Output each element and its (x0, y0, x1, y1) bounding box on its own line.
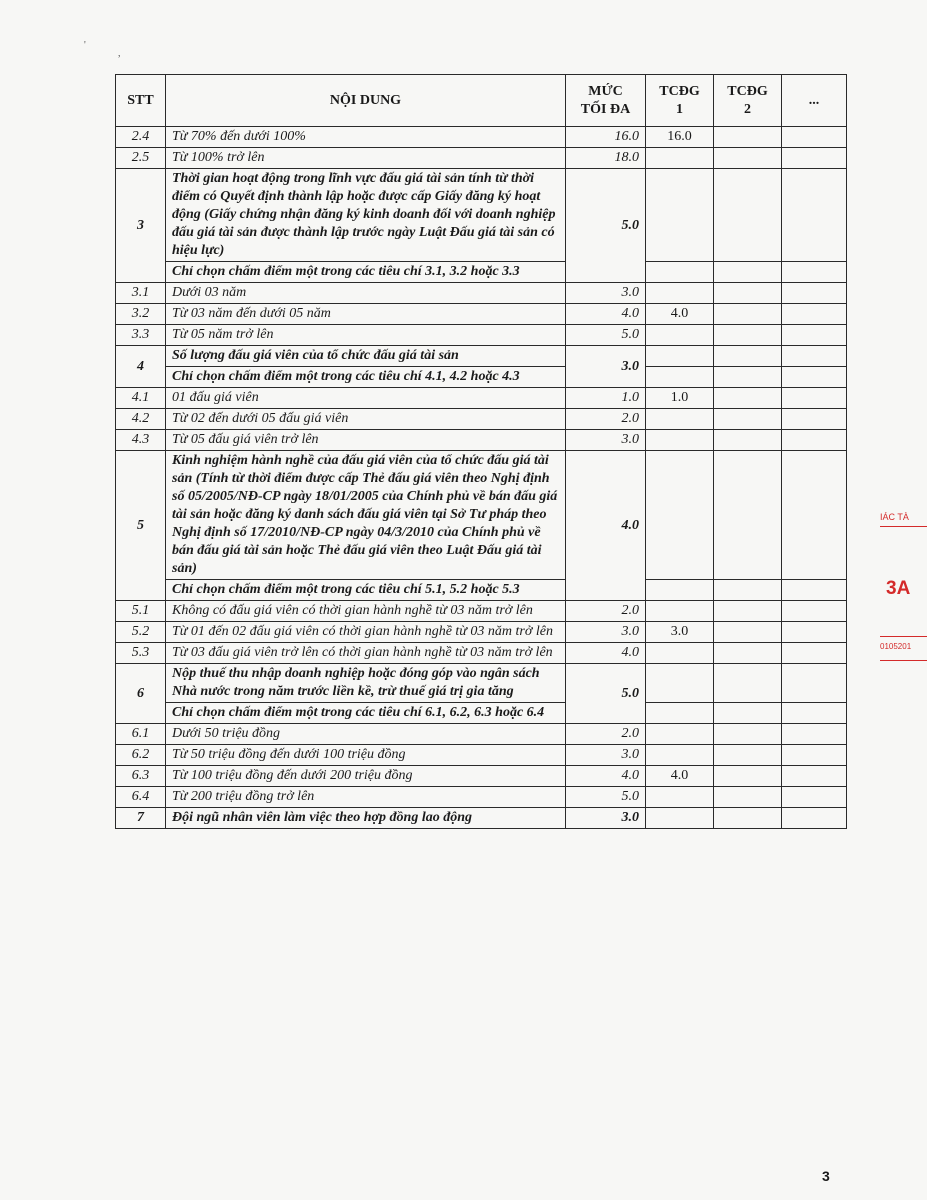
row-tcdg2-score (714, 148, 782, 169)
row-more (782, 325, 847, 346)
table-row (116, 622, 847, 643)
row-tcdg2-score (714, 724, 782, 745)
row-tcdg1-score (646, 283, 714, 304)
row-more (782, 745, 847, 766)
row-content: Từ 200 triệu đồng trở lên (166, 787, 566, 808)
row-tcdg2-score (714, 664, 782, 703)
row-max-score: 3.0 (566, 283, 646, 304)
row-more (782, 283, 847, 304)
table-row (116, 325, 847, 346)
row-max-score: 4.0 (566, 451, 646, 601)
row-stt: 4.3 (116, 430, 166, 451)
table-row-note (116, 580, 847, 601)
row-stt: 6.4 (116, 787, 166, 808)
row-content: 01 đấu giá viên (166, 388, 566, 409)
table-row (116, 148, 847, 169)
row-content: Số lượng đấu giá viên của tổ chức đấu giá tài sản (166, 346, 566, 367)
header-tcdg-1: TCĐG 1 (646, 75, 714, 127)
row-tcdg2-score (714, 325, 782, 346)
row-max-score: 5.0 (566, 325, 646, 346)
row-tcdg1-score (646, 724, 714, 745)
row-max-score: 4.0 (566, 304, 646, 325)
row-tcdg1-score: 4.0 (646, 304, 714, 325)
row-content: Từ 03 năm đến dưới 05 năm (166, 304, 566, 325)
row-tcdg2-score (714, 388, 782, 409)
red-stamp-line (880, 526, 927, 527)
row-tcdg2-score (714, 304, 782, 325)
row-stt: 3 (116, 169, 166, 283)
row-tcdg2-score (714, 580, 782, 601)
page-number: 3 (822, 1168, 830, 1184)
row-tcdg1-score: 3.0 (646, 622, 714, 643)
row-stt: 5.3 (116, 643, 166, 664)
table-row (116, 430, 847, 451)
row-more (782, 643, 847, 664)
table-row (116, 283, 847, 304)
row-stt: 5 (116, 451, 166, 601)
row-content: Từ 100 triệu đồng đến dưới 200 triệu đồng (166, 766, 566, 787)
row-note: Chỉ chọn chấm điểm một trong các tiêu chí 5.1, 5.2 hoặc 5.3 (166, 580, 566, 601)
row-more (782, 787, 847, 808)
row-more (782, 664, 847, 703)
red-stamp-line (880, 636, 927, 637)
row-max-score: 4.0 (566, 766, 646, 787)
row-more (782, 724, 847, 745)
table-row-group-heading (116, 169, 847, 262)
row-max-score: 3.0 (566, 430, 646, 451)
table-row-group-heading (116, 346, 847, 367)
row-tcdg2-score (714, 808, 782, 829)
row-content: Từ 01 đến 02 đấu giá viên có thời gian hành nghề từ 03 năm trở lên (166, 622, 566, 643)
row-stt: 6.1 (116, 724, 166, 745)
row-content: Từ 03 đấu giá viên trở lên có thời gian hành nghề từ 03 năm trở lên (166, 643, 566, 664)
table-row (116, 127, 847, 148)
table-row (116, 745, 847, 766)
row-tcdg1-score (646, 664, 714, 703)
row-tcdg2-score (714, 409, 782, 430)
red-stamp-text: IÁC TÀ (880, 512, 909, 522)
row-note: Chỉ chọn chấm điểm một trong các tiêu chí 6.1, 6.2, 6.3 hoặc 6.4 (166, 703, 566, 724)
row-max-score: 2.0 (566, 724, 646, 745)
row-tcdg1-score (646, 148, 714, 169)
row-tcdg2-score (714, 127, 782, 148)
table-row (116, 787, 847, 808)
row-tcdg2-score (714, 169, 782, 262)
row-more (782, 808, 847, 829)
table-row-note (116, 703, 847, 724)
row-note: Chỉ chọn chấm điểm một trong các tiêu chí 3.1, 3.2 hoặc 3.3 (166, 262, 566, 283)
row-stt: 3.3 (116, 325, 166, 346)
row-tcdg1-score (646, 430, 714, 451)
row-stt: 4.2 (116, 409, 166, 430)
header-noi-dung: NỘI DUNG (166, 75, 566, 127)
row-max-score: 16.0 (566, 127, 646, 148)
row-content: Đội ngũ nhân viên làm việc theo hợp đồng lao động (166, 808, 566, 829)
document-page: ' , STT NỘI DUNG MỨC TỐI ĐA TCĐG 1 TCĐG 2 ... 2.4 Từ 70% đến dưới 100% 16.0 16.0 2.5 Từ 100% trở lên 18.0 3 Thời gian hoạt động trong lĩnh vực đấu giá tài sản tính từ thời điểm có Quyết định thành lập hoặc được cấp Giấy đăng ký hoạt động (Giấy chứng nhận đăng ký kinh doanh đối với doanh nghiệp đấu giá tài sản được thành lập trước ngày Luật Đấu giá tài sản có hiệu lực) 5.0 Chỉ chọn chấm điểm một trong các tiêu chí 3.1, 3.2 hoặc 3.3 3.1 Dưới 03 năm 3.0 3.2 Từ 03 năm đến dưới 05 năm 4.0 4.0 3.3 Từ 05 năm trở lên 5.0 4 Số lượng đấu giá viên của tổ chức đấu giá tài sản 3.0 Chỉ chọn chấm điểm một trong các tiêu chí 4.1, 4.2 hoặc 4.3 4.1 01 đấu giá viên 1.0 1.0 4.2 Từ 02 đến dưới 05 đấu giá viên 2.0 4.3 Từ 05 đấu giá viên trở lên 3.0 5 Kinh nghiệm hành nghề của đấu giá viên của tổ chức đấu giá tài sản (Tính từ thời điểm được cấp Thẻ đấu giá viên theo Nghị định số 05/2005/NĐ-CP ngày 18/01/2005 của Chính phủ về bán đấu giá tài sản hoặc đăng ký danh sách đấu giá viên tại Sở Tư pháp theo Nghị định số 17/2010/NĐ-CP ngày 04/3/2010 của Chính phủ về bán đấu giá tài sản hoặc Thẻ đấu giá viên theo Luật Đấu giá tài sản) 4.0 Chỉ chọn chấm điểm một trong các tiêu chí 5.1, 5.2 hoặc 5.3 5.1 Không có đấu giá viên có thời gian hành nghề từ 03 năm trở lên 2.0 5.2 Từ 01 đến 02 đấu giá viên có thời gian hành nghề từ 03 năm trở lên 3.0 3.0 5.3 Từ 03 đấu giá viên trở lên có thời gian hành nghề từ 03 năm trở lên 4.0 6 Nộp thuế thu nhập doanh nghiệp hoặc đóng góp vào ngân sách Nhà nước trong năm trước liền kề, trừ thuế giá trị gia tăng 5.0 Chỉ chọn chấm điểm một trong các tiêu chí 6.1, 6.2, 6.3 hoặc 6.4 6.1 Dưới 50 triệu đồng 2.0 6.2 Từ 50 triệu đồng đến dưới 100 triệu đồng 3.0 6.3 Từ 100 triệu đồng đến dưới 200 triệu đồng 4.0 4.0 6.4 Từ 200 triệu đồng trở lên 5.0 7 Đội ngũ nhân viên làm việc theo hợp đồng lao động 3.0 IÁC TÀ 3A 0105201 3 (0, 0, 927, 1200)
row-note: Chỉ chọn chấm điểm một trong các tiêu chí 4.1, 4.2 hoặc 4.3 (166, 367, 566, 388)
row-max-score: 1.0 (566, 388, 646, 409)
table-row (116, 766, 847, 787)
row-more (782, 451, 847, 580)
scoring-table (115, 74, 847, 829)
row-more (782, 703, 847, 724)
row-tcdg1-score: 4.0 (646, 766, 714, 787)
row-stt: 4 (116, 346, 166, 388)
row-tcdg2-score (714, 745, 782, 766)
row-stt: 2.4 (116, 127, 166, 148)
row-more (782, 430, 847, 451)
row-content: Từ 05 đấu giá viên trở lên (166, 430, 566, 451)
red-stamp-text: 3A (886, 578, 911, 599)
row-more (782, 127, 847, 148)
row-max-score: 3.0 (566, 622, 646, 643)
row-max-score: 4.0 (566, 643, 646, 664)
row-stt: 3.1 (116, 283, 166, 304)
header-muc-toi-da: MỨC TỐI ĐA (566, 75, 646, 127)
row-max-score: 2.0 (566, 601, 646, 622)
table-row-note (116, 367, 847, 388)
red-stamp-text: 0105201 (880, 642, 912, 651)
row-tcdg1-score (646, 367, 714, 388)
row-tcdg2-score (714, 451, 782, 580)
row-max-score: 3.0 (566, 808, 646, 829)
row-tcdg1-score (646, 346, 714, 367)
red-stamp-line (880, 660, 927, 661)
row-content: Không có đấu giá viên có thời gian hành nghề từ 03 năm trở lên (166, 601, 566, 622)
table-row (116, 724, 847, 745)
row-tcdg2-score (714, 622, 782, 643)
row-more (782, 766, 847, 787)
row-tcdg2-score (714, 367, 782, 388)
table-row (116, 388, 847, 409)
table-row-note (116, 262, 847, 283)
row-tcdg1-score (646, 808, 714, 829)
row-tcdg2-score (714, 766, 782, 787)
row-more (782, 580, 847, 601)
row-stt: 6.2 (116, 745, 166, 766)
row-stt: 7 (116, 808, 166, 829)
table-header-row (116, 75, 847, 127)
row-tcdg1-score: 16.0 (646, 127, 714, 148)
row-content: Kinh nghiệm hành nghề của đấu giá viên của tổ chức đấu giá tài sản (Tính từ thời điểm được cấp Thẻ đấu giá viên theo Nghị định số 05/2005/NĐ-CP ngày 18/01/2005 của Chính phủ về bán đấu giá tài sản hoặc đăng ký danh sách đấu giá viên tại Sở Tư pháp theo Nghị định số 17/2010/NĐ-CP ngày 04/3/2010 của Chính phủ về bán đấu giá tài sản hoặc Thẻ đấu giá viên theo Luật Đấu giá tài sản) (166, 451, 566, 580)
row-tcdg1-score (646, 601, 714, 622)
row-stt: 3.2 (116, 304, 166, 325)
row-max-score: 3.0 (566, 745, 646, 766)
row-more (782, 169, 847, 262)
row-tcdg1-score (646, 262, 714, 283)
row-tcdg2-score (714, 787, 782, 808)
row-more (782, 409, 847, 430)
row-more (782, 388, 847, 409)
table-row (116, 409, 847, 430)
row-content: Từ 50 triệu đồng đến dưới 100 triệu đồng (166, 745, 566, 766)
row-content: Dưới 50 triệu đồng (166, 724, 566, 745)
row-tcdg1-score (646, 451, 714, 580)
row-stt: 6 (116, 664, 166, 724)
row-content: Từ 70% đến dưới 100% (166, 127, 566, 148)
row-tcdg1-score: 1.0 (646, 388, 714, 409)
row-stt: 4.1 (116, 388, 166, 409)
row-tcdg1-score (646, 580, 714, 601)
row-more (782, 262, 847, 283)
row-max-score: 2.0 (566, 409, 646, 430)
row-more (782, 367, 847, 388)
row-max-score: 5.0 (566, 664, 646, 724)
row-more (782, 601, 847, 622)
header-more: ... (782, 75, 847, 127)
header-stt: STT (116, 75, 166, 127)
row-tcdg1-score (646, 703, 714, 724)
row-tcdg1-score (646, 643, 714, 664)
row-content: Từ 100% trở lên (166, 148, 566, 169)
row-max-score: 5.0 (566, 787, 646, 808)
row-tcdg1-score (646, 787, 714, 808)
row-stt: 6.3 (116, 766, 166, 787)
row-tcdg1-score (646, 745, 714, 766)
row-max-score: 3.0 (566, 346, 646, 388)
row-max-score: 5.0 (566, 169, 646, 283)
row-more (782, 304, 847, 325)
row-stt: 5.1 (116, 601, 166, 622)
table-row-group-heading (116, 451, 847, 580)
row-content: Nộp thuế thu nhập doanh nghiệp hoặc đóng góp vào ngân sách Nhà nước trong năm trước liền kề, trừ thuế giá trị gia tăng (166, 664, 566, 703)
row-tcdg1-score (646, 169, 714, 262)
header-tcdg-2: TCĐG 2 (714, 75, 782, 127)
table-row-group-heading (116, 664, 847, 703)
row-tcdg2-score (714, 430, 782, 451)
row-stt: 2.5 (116, 148, 166, 169)
table-row (116, 643, 847, 664)
row-content: Từ 05 năm trở lên (166, 325, 566, 346)
row-tcdg1-score (646, 325, 714, 346)
row-tcdg2-score (714, 703, 782, 724)
row-more (782, 346, 847, 367)
row-stt: 5.2 (116, 622, 166, 643)
table-row (116, 808, 847, 829)
row-tcdg2-score (714, 283, 782, 304)
row-content: Dưới 03 năm (166, 283, 566, 304)
row-tcdg1-score (646, 409, 714, 430)
table-row (116, 304, 847, 325)
row-content: Thời gian hoạt động trong lĩnh vực đấu giá tài sản tính từ thời điểm có Quyết định thành lập hoặc được cấp Giấy đăng ký hoạt động (Giấy chứng nhận đăng ký kinh doanh đối với doanh nghiệp đấu giá tài sản được thành lập trước ngày Luật Đấu giá tài sản có hiệu lực) (166, 169, 566, 262)
row-tcdg2-score (714, 601, 782, 622)
row-tcdg2-score (714, 346, 782, 367)
table-row (116, 601, 847, 622)
row-more (782, 622, 847, 643)
row-tcdg2-score (714, 262, 782, 283)
row-more (782, 148, 847, 169)
row-max-score: 18.0 (566, 148, 646, 169)
row-tcdg2-score (714, 643, 782, 664)
row-content: Từ 02 đến dưới 05 đấu giá viên (166, 409, 566, 430)
